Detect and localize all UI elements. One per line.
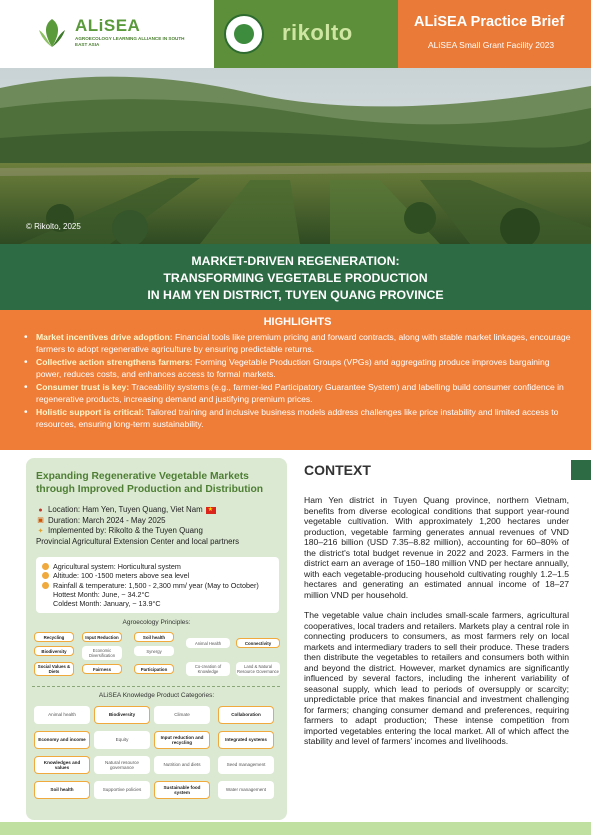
rainfall-temperature: Rainfall & temperature: 1,500 - 2,300 mm/ year (May to October) — [53, 580, 259, 590]
title-line-3: IN HAM YEN DISTRICT, TUYEN QUANG PROVINCE — [147, 288, 444, 302]
project-info-card — [26, 458, 287, 820]
altitude-bullet-icon — [42, 572, 49, 579]
brief-title: ALiSEA Practice Brief — [414, 14, 565, 30]
government-seal-icon — [224, 14, 264, 54]
category-chip: Natural resource governance — [94, 756, 150, 774]
context-paragraph-1: Ham Yen district in Tuyen Quang province, northern Vietnam, benefits from diverse ecological conditions that support year-round vegetable cultivation. With approximately 1,200 hectares under production, vegetable farming generates annual revenues of VND 180–216 billion (USD 7.35–8.82 million), accounting for 60–80% of the district's total budget revenue in 2022 and 2023. Farmers in the district earn an average of 150–180 million VND per hectare annually, with each vegetable-producing household cultivating roughly 1.2–1.5 hectares and generating an estimated annual income of 18–27 million VND per household. — [304, 495, 569, 600]
principle-chip: Economic Diversification — [82, 646, 122, 660]
footer-bar — [0, 822, 591, 835]
context-paragraph-2: The vegetable value chain includes small-scale farmers, agricultural cooperatives, local traders and retailers. Markets play a central role in connecting producers to consumers, as most farmers rely on local markets and intermediary traders to sell their produce. These traders then distribute the vegetables to retailers and consumers both within and beyond the district. However, market dynamics are significantly influenced by several factors, including the inherent variability of seasonal supply, which lead to periods of oversupply or scarcity; unpredictable price that makes financial and investment challenging for farmers; changing consumer demand and preferences, requiring farmers to adapt production; These intense competition from imported vegetables entering the local market. All of which affect the stability and level of farmers' incomes and livelihoods. — [304, 610, 569, 746]
categories-label: ALiSEA Knowledge Product Categories: — [98, 692, 215, 699]
header — [0, 0, 591, 68]
project-partners: Provincial Agricultural Extension Center and local partners — [36, 536, 240, 546]
category-chip: Soil health — [34, 781, 90, 799]
brief-label — [398, 0, 591, 68]
project-location: Location: Ham Yen, Tuyen Quang, Viet Nam — [48, 505, 203, 514]
calendar-icon: ▣ — [37, 517, 44, 525]
coldest-month: Coldest Month: January, ~ 13.9°C — [53, 599, 161, 609]
principle-chip: Animal Health — [186, 638, 230, 648]
principle-chip: Connectivity — [236, 638, 280, 648]
highlight-item — [24, 332, 571, 355]
principle-chip: Co-creation of Knowledge — [186, 662, 230, 676]
context-heading: CONTEXT — [304, 462, 371, 478]
photo-credit: © Rikolto, 2025 — [26, 222, 81, 231]
location-pin-icon: ● — [38, 506, 43, 514]
highlight-item — [24, 382, 571, 405]
highlight-item — [24, 407, 571, 430]
highlight-text: Forming Vegetable Production Groups (VPGs) and aggregating produce improves bargaining power, reduces costs, and enhances access to formal markets. — [36, 357, 550, 379]
principle-chip: Recycling — [34, 632, 74, 642]
alisea-tagline: AGROECOLOGY LEARNING ALLIANCE IN SOUTH EAST ASIA — [75, 36, 185, 47]
highlights-heading: HIGHLIGHTS — [263, 316, 332, 328]
category-chip: Equity — [94, 731, 150, 749]
title-line-1: MARKET-DRIVEN REGENERATION: — [191, 254, 400, 268]
handshake-icon: ✦ — [37, 527, 44, 535]
category-chip: Knowledges and values — [34, 756, 90, 774]
category-chip: Water management — [218, 781, 274, 799]
category-chip: Animal health — [34, 706, 90, 724]
principle-chip: Social Values & Diets — [34, 662, 74, 676]
category-chip: Climate — [154, 706, 210, 724]
category-chip: Sustainable food system — [154, 781, 210, 799]
principle-chip: Fairness — [82, 664, 122, 674]
project-implementer: Implemented by: Rikolto & the Tuyen Quang — [48, 526, 203, 535]
hero-photo — [0, 68, 591, 244]
context-body — [304, 495, 569, 757]
category-chip: Collaboration — [218, 706, 274, 724]
highlight-lead: Collective action strengthens farmers: — [36, 357, 193, 367]
title-line-2: TRANSFORMING VEGETABLE PRODUCTION — [163, 271, 428, 285]
principle-chip: Soil health — [134, 632, 174, 642]
card-title: Expanding Regenerative Vegetable Markets through Improved Production and Distribution — [36, 471, 264, 495]
category-chip: Integrated systems — [218, 731, 274, 749]
highlight-text: Traceability systems (e.g., farmer-led Participatory Guarantee System) and labelling build consumer confidence in regenerative products, increasing demand and justifying premium prices. — [36, 382, 564, 404]
site-characteristics — [36, 557, 279, 613]
category-chip: Input reduction and recycling — [154, 731, 210, 749]
project-duration: Duration: March 2024 - May 2025 — [48, 515, 166, 525]
category-chip: Nutrition and diets — [154, 756, 210, 774]
highlight-text: Tailored training and inclusive business models address challenges like price instability and limited access to resources, ensuring long-term sustainability. — [36, 407, 559, 429]
accent-square — [571, 460, 591, 480]
partner-logos — [214, 0, 398, 68]
highlights-section — [0, 310, 591, 450]
principles-label: Agroecology Principles: — [122, 619, 191, 626]
divider — [32, 686, 280, 687]
highlight-lead: Market incentives drive adoption: — [36, 332, 173, 342]
category-chip: Biodiversity — [94, 706, 150, 724]
alisea-logo[interactable] — [35, 14, 185, 54]
vietnam-flag-icon — [206, 507, 216, 514]
highlight-text: Financial tools like premium pricing and forward contracts, along with stable market linkages, encourage farmers to adopt regenerative agriculture by ensuring predictable returns. — [36, 332, 571, 354]
category-chip: Seed management — [218, 756, 274, 774]
principle-chip: Participation — [134, 664, 174, 674]
agricultural-system: Agricultural system: Horticultural system — [53, 562, 181, 571]
principle-chip: Synergy — [134, 646, 174, 656]
category-chip: Supportive policies — [94, 781, 150, 799]
highlight-lead: Holistic support is critical: — [36, 407, 144, 417]
title-band — [0, 244, 591, 310]
principle-chip: Input Reduction — [82, 632, 122, 642]
altitude: Altitude: 100 -1500 meters above sea level — [53, 571, 190, 581]
project-details — [36, 505, 286, 547]
principle-chip: Biodiversity — [34, 646, 74, 656]
principle-chip: Land & Natural Resource Governance — [237, 664, 279, 674]
system-bullet-icon — [42, 563, 49, 570]
highlight-lead: Consumer trust is key: — [36, 382, 130, 392]
category-chip: Economy and income — [34, 731, 90, 749]
climate-bullet-icon — [42, 582, 49, 589]
brief-subtitle: ALiSEA Small Grant Facility 2023 — [428, 40, 555, 50]
rikolto-logo[interactable]: rikolto — [282, 20, 353, 45]
alisea-leaf-icon — [35, 16, 69, 50]
highlight-item — [24, 357, 571, 380]
hottest-month: Hottest Month: June, ~ 34.2°C — [53, 589, 150, 599]
alisea-name: ALiSEA — [75, 16, 141, 35]
